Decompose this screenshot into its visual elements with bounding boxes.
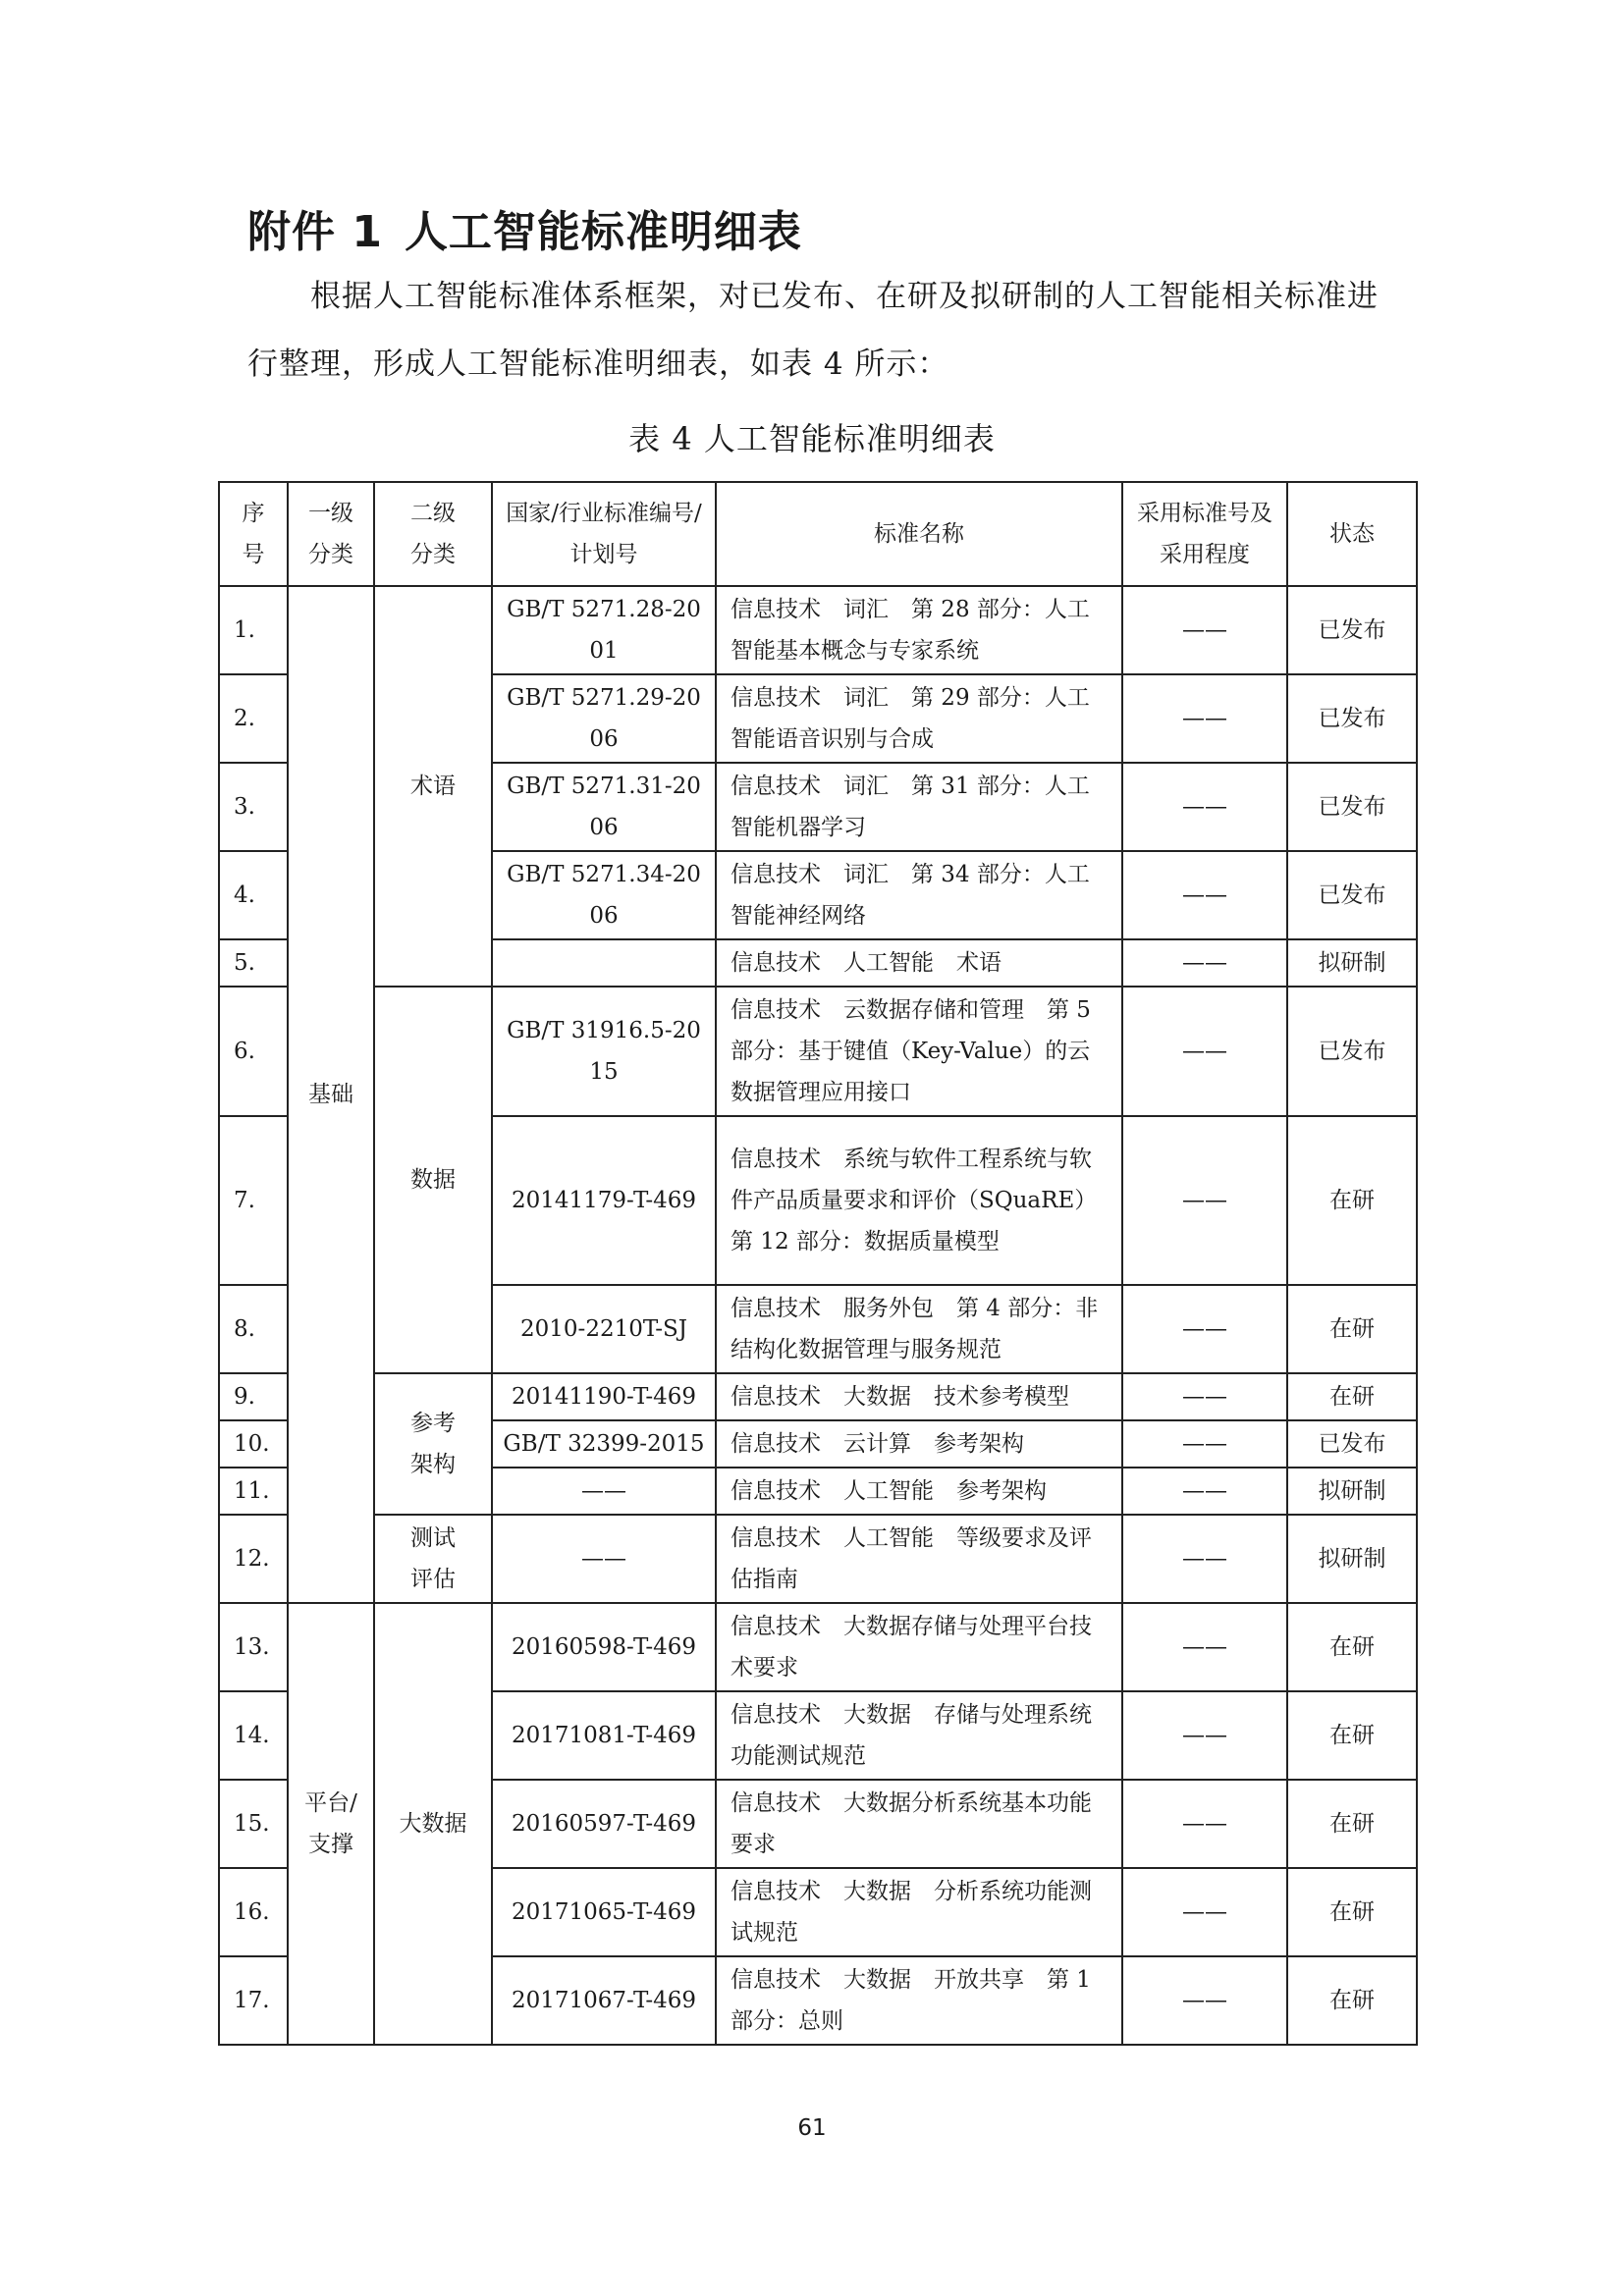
standard-code: GB/T 31916.5-2015 bbox=[492, 987, 716, 1116]
page-number: 61 bbox=[797, 2115, 827, 2141]
adoption: —— bbox=[1122, 1468, 1287, 1515]
status: 已发布 bbox=[1287, 1420, 1417, 1468]
table-row bbox=[219, 987, 1417, 1116]
row-no: 8. bbox=[219, 1285, 288, 1373]
standard-name: 信息技术 大数据 存储与处理系统功能测试规范 bbox=[716, 1691, 1122, 1780]
standard-code: 20171067-T-469 bbox=[492, 1956, 716, 2045]
status: 在研 bbox=[1287, 1285, 1417, 1373]
status: 拟研制 bbox=[1287, 1468, 1417, 1515]
standard-name: 信息技术 词汇 第 28 部分：人工智能基本概念与专家系统 bbox=[716, 586, 1122, 674]
row-no: 2. bbox=[219, 674, 288, 763]
page-heading bbox=[247, 196, 802, 259]
adoption: —— bbox=[1122, 674, 1287, 763]
level2-cell: 大数据 bbox=[374, 1603, 492, 2045]
level2-cell: 测试评估 bbox=[374, 1515, 492, 1603]
standard-name: 信息技术 人工智能 参考架构 bbox=[716, 1468, 1122, 1515]
status: 已发布 bbox=[1287, 763, 1417, 851]
status: 已发布 bbox=[1287, 674, 1417, 763]
adoption: —— bbox=[1122, 1515, 1287, 1603]
standard-name: 信息技术 人工智能 等级要求及评估指南 bbox=[716, 1515, 1122, 1603]
level2-cell: 术语 bbox=[374, 586, 492, 987]
level1-cell: 基础 bbox=[288, 586, 374, 1603]
standard-name: 信息技术 系统与软件工程系统与软件产品质量要求和评价（SQuaRE） 第 12 部分：数据质量模型 bbox=[716, 1116, 1122, 1285]
adoption: —— bbox=[1122, 1780, 1287, 1868]
standard-code: 2010-2210T-SJ bbox=[492, 1285, 716, 1373]
adoption: —— bbox=[1122, 1285, 1287, 1373]
col-header-name: 标准名称 bbox=[716, 482, 1122, 586]
status: 已发布 bbox=[1287, 987, 1417, 1116]
status: 在研 bbox=[1287, 1603, 1417, 1691]
standard-code: —— bbox=[492, 1468, 716, 1515]
intro-paragraph: 根据人工智能标准体系框架，对已发布、在研及拟研制的人工智能相关标准进行整理，形成人工智能标准明细表，如表 4 所示： bbox=[247, 279, 1379, 382]
row-no: 6. bbox=[219, 987, 288, 1116]
standard-name: 信息技术 服务外包 第 4 部分：非结构化数据管理与服务规范 bbox=[716, 1285, 1122, 1373]
table-row bbox=[219, 586, 1417, 674]
level2-cell: 数据 bbox=[374, 987, 492, 1373]
table-row bbox=[219, 1515, 1417, 1603]
table-row bbox=[219, 1603, 1417, 1691]
row-no: 17. bbox=[219, 1956, 288, 2045]
standard-name: 信息技术 词汇 第 34 部分：人工智能神经网络 bbox=[716, 851, 1122, 939]
row-no: 12. bbox=[219, 1515, 288, 1603]
standard-name: 信息技术 人工智能 术语 bbox=[716, 939, 1122, 987]
appendix-label: 附件 1 bbox=[247, 207, 383, 257]
adoption: —— bbox=[1122, 1420, 1287, 1468]
status: 在研 bbox=[1287, 1868, 1417, 1956]
standard-code: 20160598-T-469 bbox=[492, 1603, 716, 1691]
table-caption: 表 4 人工智能标准明细表 bbox=[628, 420, 996, 457]
row-no: 10. bbox=[219, 1420, 288, 1468]
standard-code: 20141179-T-469 bbox=[492, 1116, 716, 1285]
row-no: 3. bbox=[219, 763, 288, 851]
col-header-no: 序号 bbox=[219, 482, 288, 586]
adoption: —— bbox=[1122, 939, 1287, 987]
standard-name: 信息技术 云数据存储和管理 第 5 部分：基于键值（Key-Value）的云数据管理应用接口 bbox=[716, 987, 1122, 1116]
row-no: 11. bbox=[219, 1468, 288, 1515]
standard-code: GB/T 5271.31-2006 bbox=[492, 763, 716, 851]
standard-code: 20171065-T-469 bbox=[492, 1868, 716, 1956]
adoption: —— bbox=[1122, 1868, 1287, 1956]
status: 拟研制 bbox=[1287, 1515, 1417, 1603]
adoption: —— bbox=[1122, 1603, 1287, 1691]
status: 在研 bbox=[1287, 1780, 1417, 1868]
standard-code: 20141190-T-469 bbox=[492, 1373, 716, 1420]
status: 已发布 bbox=[1287, 851, 1417, 939]
standard-code: —— bbox=[492, 1515, 716, 1603]
status: 拟研制 bbox=[1287, 939, 1417, 987]
standard-code: 20160597-T-469 bbox=[492, 1780, 716, 1868]
row-no: 7. bbox=[219, 1116, 288, 1285]
standard-name: 信息技术 大数据 开放共享 第 1 部分：总则 bbox=[716, 1956, 1122, 2045]
adoption: —— bbox=[1122, 763, 1287, 851]
table-header-row bbox=[219, 482, 1417, 586]
col-header-adopt: 采用标准号及采用程度 bbox=[1122, 482, 1287, 586]
col-header-level2: 二级分类 bbox=[374, 482, 492, 586]
standard-name: 信息技术 词汇 第 31 部分：人工智能机器学习 bbox=[716, 763, 1122, 851]
row-no: 13. bbox=[219, 1603, 288, 1691]
col-header-code: 国家/行业标准编号/计划号 bbox=[492, 482, 716, 586]
status: 在研 bbox=[1287, 1116, 1417, 1285]
status: 在研 bbox=[1287, 1956, 1417, 2045]
row-no: 1. bbox=[219, 586, 288, 674]
standard-name: 信息技术 大数据存储与处理平台技术要求 bbox=[716, 1603, 1122, 1691]
standard-code bbox=[492, 939, 716, 987]
standard-name: 信息技术 大数据 分析系统功能测试规范 bbox=[716, 1868, 1122, 1956]
standard-name: 信息技术 词汇 第 29 部分：人工智能语音识别与合成 bbox=[716, 674, 1122, 763]
adoption: —— bbox=[1122, 987, 1287, 1116]
adoption: —— bbox=[1122, 1691, 1287, 1780]
row-no: 15. bbox=[219, 1780, 288, 1868]
adoption: —— bbox=[1122, 851, 1287, 939]
appendix-title: 人工智能标准明细表 bbox=[404, 207, 802, 257]
row-no: 4. bbox=[219, 851, 288, 939]
row-no: 5. bbox=[219, 939, 288, 987]
row-no: 16. bbox=[219, 1868, 288, 1956]
col-header-level1: 一级分类 bbox=[288, 482, 374, 586]
standard-code: GB/T 5271.29-2006 bbox=[492, 674, 716, 763]
status: 在研 bbox=[1287, 1691, 1417, 1780]
standard-code: GB/T 32399-2015 bbox=[492, 1420, 716, 1468]
row-no: 9. bbox=[219, 1373, 288, 1420]
row-no: 14. bbox=[219, 1691, 288, 1780]
standard-name: 信息技术 大数据分析系统基本功能要求 bbox=[716, 1780, 1122, 1868]
standard-code: GB/T 5271.28-2001 bbox=[492, 586, 716, 674]
standards-table bbox=[218, 481, 1418, 2046]
status: 已发布 bbox=[1287, 586, 1417, 674]
adoption: —— bbox=[1122, 586, 1287, 674]
level1-cell: 平台/支撑 bbox=[288, 1603, 374, 2045]
standard-code: GB/T 5271.34-2006 bbox=[492, 851, 716, 939]
standard-name: 信息技术 大数据 技术参考模型 bbox=[716, 1373, 1122, 1420]
standard-name: 信息技术 云计算 参考架构 bbox=[716, 1420, 1122, 1468]
table-row bbox=[219, 1373, 1417, 1420]
col-header-status: 状态 bbox=[1287, 482, 1417, 586]
adoption: —— bbox=[1122, 1956, 1287, 2045]
adoption: —— bbox=[1122, 1373, 1287, 1420]
status: 在研 bbox=[1287, 1373, 1417, 1420]
level2-cell: 参考架构 bbox=[374, 1373, 492, 1515]
standard-code: 20171081-T-469 bbox=[492, 1691, 716, 1780]
adoption: —— bbox=[1122, 1116, 1287, 1285]
